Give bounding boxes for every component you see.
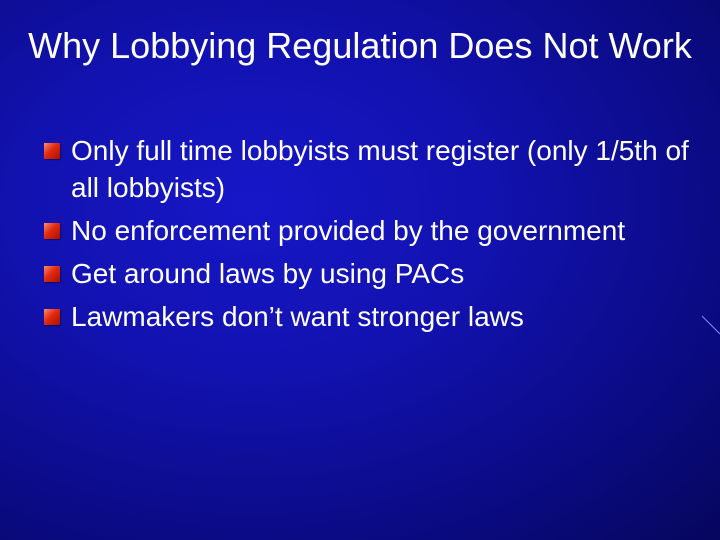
red-square-bullet-icon (44, 266, 60, 282)
bullet-item (44, 298, 694, 335)
bullet-text: Lawmakers don’t want stronger laws (71, 301, 524, 332)
bullet-text: Only full time lobbyists must register (only 1/5th of all lobbyists) (71, 135, 689, 203)
red-square-bullet-icon (44, 223, 60, 239)
slide-title: Why Lobbying Regulation Does Not Work (28, 25, 692, 66)
bullet-list (44, 132, 694, 341)
bullet-item (44, 212, 694, 249)
decorative-line (700, 312, 720, 342)
bullet-item (44, 255, 694, 292)
red-square-bullet-icon (44, 309, 60, 325)
bullet-text: No enforcement provided by the government (71, 215, 626, 246)
bullet-text: Get around laws by using PACs (71, 258, 465, 289)
red-square-bullet-icon (44, 143, 60, 159)
bullet-item (44, 132, 694, 206)
